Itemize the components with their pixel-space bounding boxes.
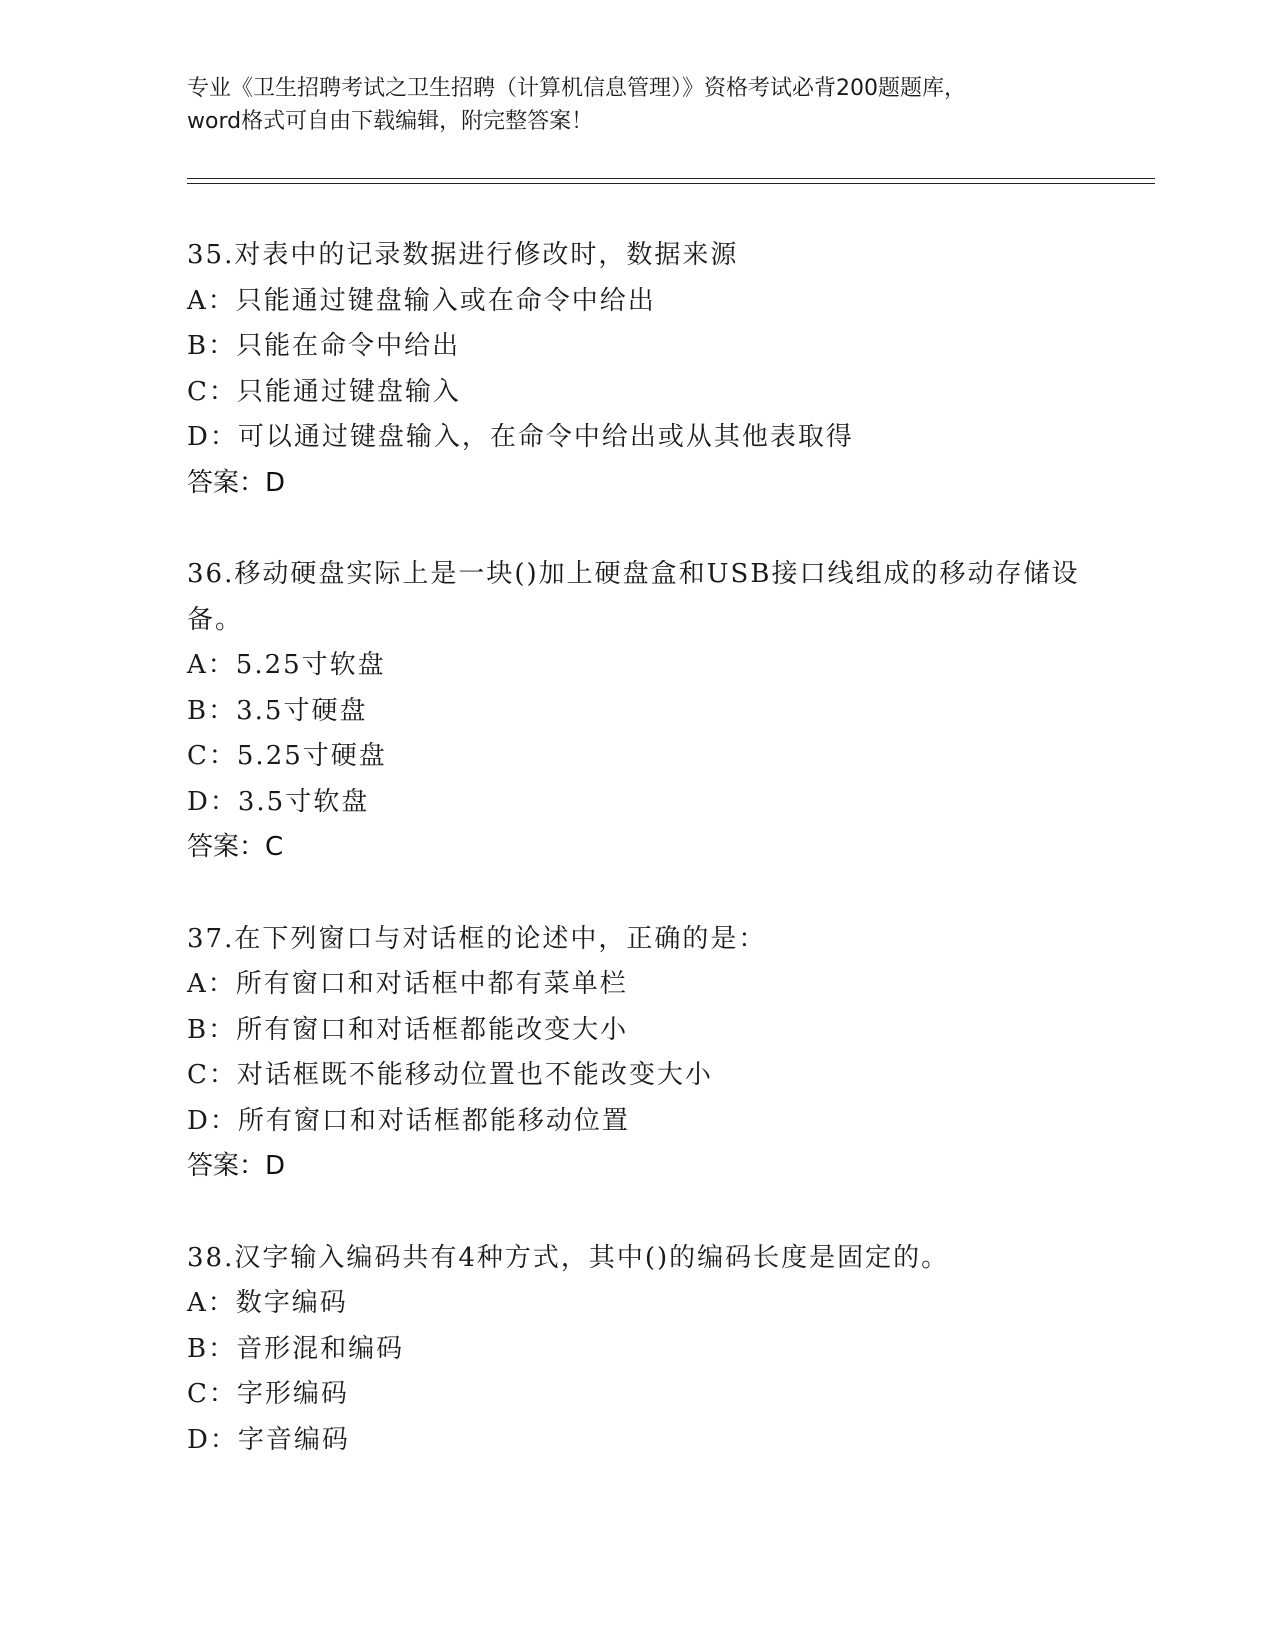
question-stem: 35.对表中的记录数据进行修改时，数据来源 [187,240,739,270]
option-b: B：3.5寸硬盘 [187,695,368,726]
option-c: C：5.25寸硬盘 [187,741,387,771]
header-line-1: 专业《卫生招聘考试之卫生招聘（计算机信息管理）》资格考试必背200题题库， [187,76,966,101]
header-divider-bottom [187,183,1155,184]
header-line-2: word格式可自由下载编辑，附完整答案！ [187,109,594,134]
answer-line: 答案：C [187,832,284,862]
option-a: A：只能通过键盘输入或在命令中给出 [187,285,656,316]
option-c: C：字形编码 [187,1379,349,1409]
option-b: B：所有窗口和对话框都能改变大小 [187,1014,629,1045]
option-d: D：3.5寸软盘 [187,786,370,817]
option-a: A：5.25寸软盘 [187,650,386,680]
option-a: A：所有窗口和对话框中都有菜单栏 [187,969,628,999]
answer-line: 答案：D [187,467,286,498]
option-a: A：数字编码 [187,1288,348,1318]
option-d: D：可以通过键盘输入，在命令中给出或从其他表取得 [187,422,854,452]
question-stem: 38.汉字输入编码共有4种方式，其中()的编码长度是固定的。 [187,1242,950,1273]
option-c: C：对话框既不能移动位置也不能改变大小 [187,1060,713,1090]
question-stem: 36.移动硬盘实际上是一块()加上硬盘盒和USB接口线组成的移动存储设备。 [187,559,1080,635]
document-header [187,72,1087,138]
question-list [187,233,1107,1463]
question-stem: 37.在下列窗口与对话框的论述中，正确的是： [187,923,767,954]
option-b: B：只能在命令中给出 [187,331,461,361]
question-38 [187,1236,1107,1464]
header-divider-top [187,178,1155,179]
option-d: D：所有窗口和对话框都能移动位置 [187,1105,630,1136]
question-37 [187,917,1107,1190]
answer-line: 答案：D [187,1151,286,1181]
option-c: C：只能通过键盘输入 [187,376,461,407]
option-b: B：音形混和编码 [187,1333,405,1364]
question-35 [187,233,1107,506]
question-36 [187,552,1107,871]
option-d: D：字音编码 [187,1424,350,1455]
